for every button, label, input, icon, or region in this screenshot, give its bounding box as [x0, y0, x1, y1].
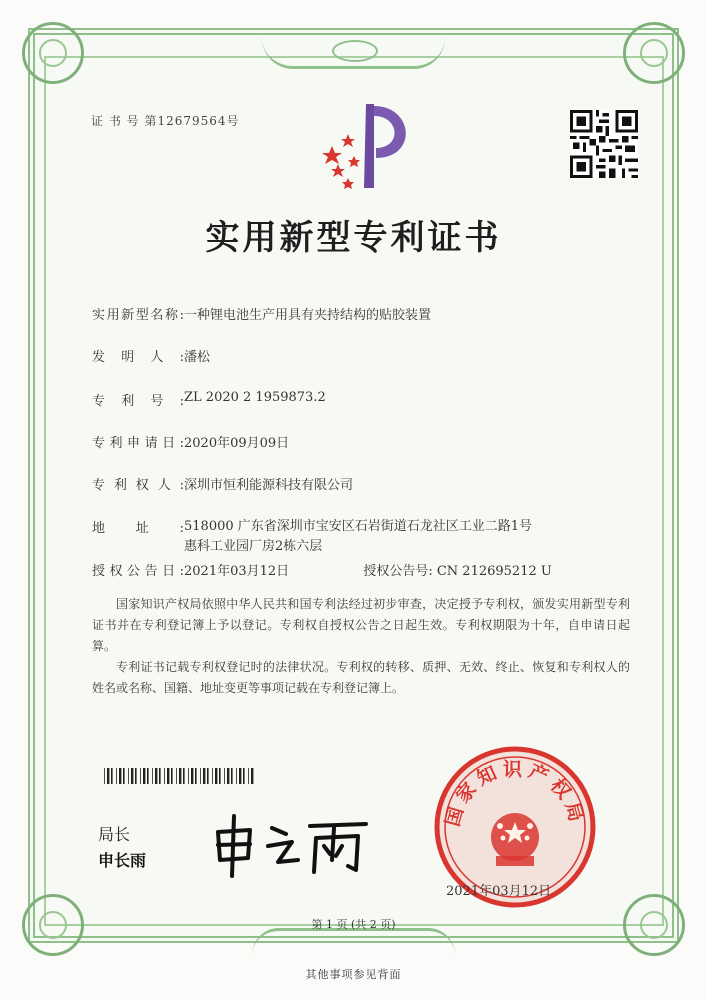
- certificate-title: 实用新型专利证书: [205, 218, 502, 258]
- field-utility-model-name: [92, 304, 431, 323]
- svg-text:国家知识产权局: 国家知识产权局: [441, 758, 589, 829]
- field-inventor: [92, 346, 210, 365]
- field-label: 专利号:: [92, 394, 184, 409]
- field-value: CN 212695212 U: [436, 564, 552, 579]
- certificate-number: 证 书 号 第12679564号: [91, 114, 240, 128]
- field-value: 2021年03月12日: [184, 564, 290, 579]
- field-address: [92, 517, 544, 557]
- field-label: 地址:: [92, 521, 184, 536]
- field-label: 授权公告号:: [363, 564, 433, 579]
- field-value: 2020年09月09日: [184, 436, 290, 451]
- seal-date: 2021年03月12日: [446, 884, 552, 899]
- field-label: 专利申请日:: [92, 436, 184, 451]
- director-role: 局长: [98, 825, 131, 844]
- field-label: 实用新型名称:: [92, 308, 184, 323]
- field-label: 发明人:: [92, 350, 184, 365]
- field-grant-publication-number: [363, 560, 552, 579]
- corner-ornament-top-right: [623, 22, 685, 84]
- certificate-body-text: [92, 594, 630, 699]
- top-border-ornament: [262, 38, 445, 69]
- patent-office-logo-icon: [314, 96, 418, 196]
- field-grant-date: [92, 560, 552, 579]
- field-value: ZL 2020 2 1959873.2: [184, 390, 326, 405]
- director-name: 申长雨: [98, 851, 147, 870]
- field-patent-number: [92, 390, 326, 409]
- barcode-icon: [104, 768, 254, 784]
- body-paragraph: 国家知识产权局依照中华人民共和国专利法经过初步审查，决定授予专利权，颁发实用新型专利证书并在专利登记簿上予以登记。专利权自授权公告之日起生效。专利权期限为十年，自申请日起算。: [92, 597, 630, 653]
- bottom-border-ornament: [252, 928, 455, 955]
- field-value: 深圳市恒利能源科技有限公司: [184, 478, 354, 493]
- field-value: 518000 广东省深圳市宝安区石岩街道石龙社区工业二路1号惠科工业园厂房2栋六层: [184, 519, 533, 554]
- qr-code-icon: [570, 110, 638, 178]
- body-paragraph: 专利证书记载专利权登记时的法律状况。专利权的转移、质押、无效、终止、恢复和专利权人的姓名或名称、国籍、地址变更等事项记载在专利登记簿上。: [92, 660, 630, 695]
- handwritten-signature: [208, 810, 378, 882]
- field-patentee: [92, 474, 353, 493]
- field-application-date: [92, 432, 289, 451]
- field-value: 潘松: [184, 350, 211, 365]
- footer-note: 其他事项参见背面: [305, 968, 402, 981]
- page-number: 第 1 页 (共 2 页): [311, 918, 396, 931]
- field-label: 专利权人:: [92, 478, 184, 493]
- field-label: 授权公告日:: [92, 564, 184, 579]
- field-value: 一种锂电池生产用具有夹持结构的贴胶装置: [184, 308, 432, 323]
- corner-ornament-top-left: [22, 22, 84, 84]
